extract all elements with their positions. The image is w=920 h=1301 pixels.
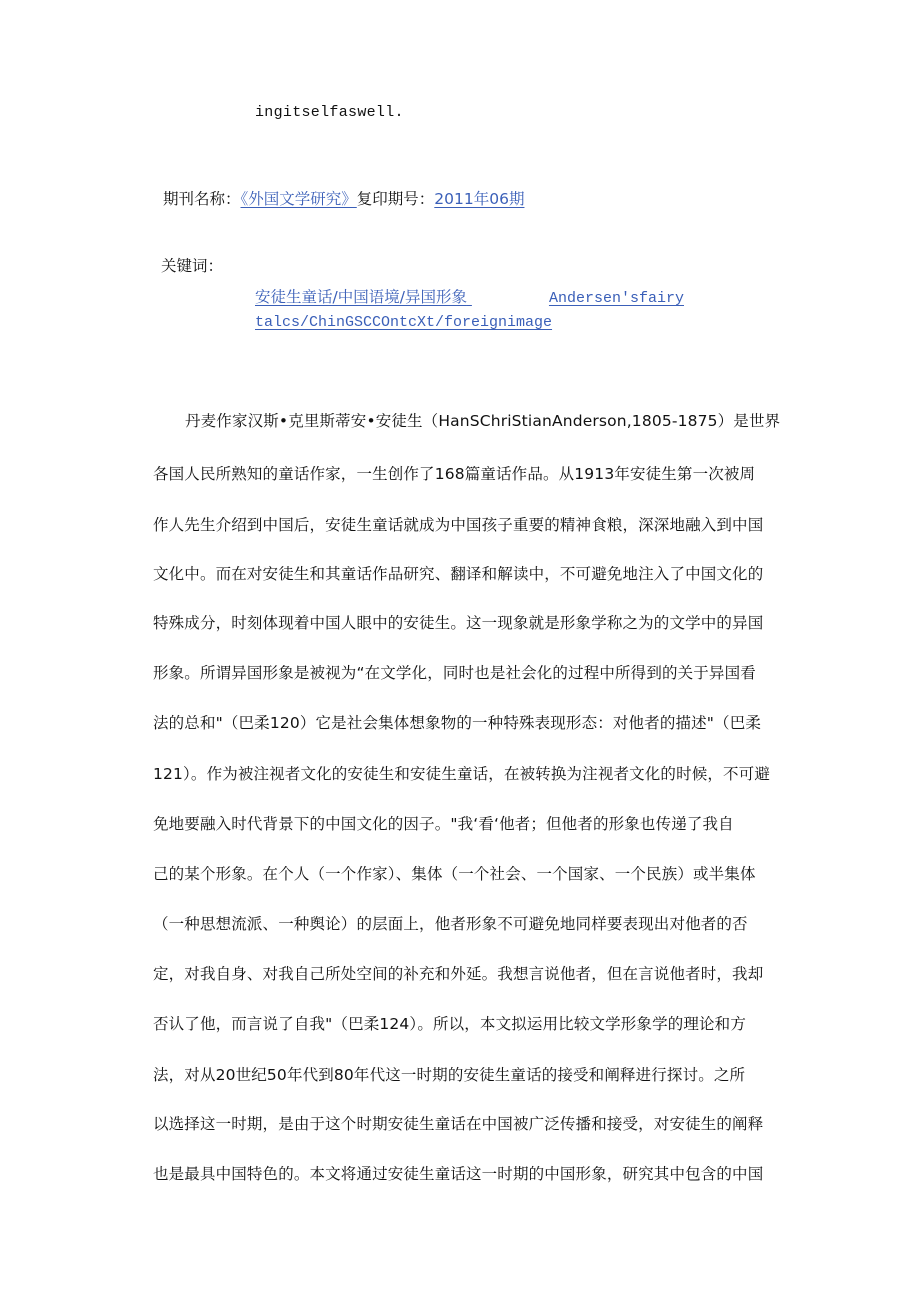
journal-info: [163, 187, 524, 209]
body-line: 各国人民所熟知的童话作家，一生创作了168篇童话作品。从1913年安徒生第一次被周: [153, 465, 756, 483]
journal-name-link[interactable]: 《外国文学研究》: [240, 190, 357, 208]
keywords-cn-link[interactable]: 安徒生童话/中国语境/异国形象: [255, 288, 467, 306]
keywords-line-2[interactable]: [255, 314, 552, 331]
body-line: （一种思想流派、一种舆论）的层面上，他者形象不可避免地同样要表现出对他者的否: [153, 915, 748, 933]
body-line: 以选择这一时期，是由于这个时期安徒生童话在中国被广泛传播和接受，对安徒生的阐释: [153, 1115, 764, 1133]
keywords-line-1[interactable]: [255, 285, 684, 307]
body-line: 121）。作为被注视者文化的安徒生和安徒生童话，在被转换为注视者文化的时候，不可避: [153, 765, 770, 783]
body-line: 作人先生介绍到中国后，安徒生童话就成为中国孩子重要的精神食粮，深深地融入到中国: [153, 516, 764, 534]
body-line: 否认了他，而言说了自我"（巴柔124）。所以，本文拟运用比较文学形象学的理论和方: [153, 1015, 746, 1033]
issue-label: 复印期号：: [356, 190, 435, 208]
body-line: 形象。所谓异国形象是被视为“在文学化，同时也是社会化的过程中所得到的关于异国看: [153, 664, 756, 682]
body-line: 文化中。而在对安徒生和其童话作品研究、翻译和解读中，不可避免地注入了中国文化的: [153, 565, 764, 583]
keywords-underline-gap: [467, 288, 549, 306]
body-line: 丹麦作家汉斯•克里斯蒂安•安徒生（HanSChriStianAnderson,1805-1875）是世界: [185, 412, 781, 430]
body-line: 己的某个形象。在个人（一个作家）、集体（一个社会、一个国家、一个民族）或半集体: [153, 865, 756, 883]
keywords-label: 关键词：: [161, 257, 224, 275]
keywords-en-link[interactable]: Andersen'sfairy: [548, 290, 684, 307]
issue-link[interactable]: 2011年06期: [434, 190, 525, 208]
body-line: 免地要融入时代背景下的中国文化的因子。"我‘看‘他者；但他者的形象也传递了我自: [153, 815, 734, 833]
abstract-tail: ingitselfaswell.: [255, 104, 404, 121]
body-line: 法的总和"（巴柔120）它是社会集体想象物的一种特殊表现形态：对他者的描述"（巴柔: [153, 714, 761, 732]
keywords-en-link-2[interactable]: talcs/ChinGSCCOntcXt/foreignimage: [255, 314, 553, 331]
body-line: 特殊成分，时刻体现着中国人眼中的安徒生。这一现象就是形象学称之为的文学中的异国: [153, 614, 764, 632]
body-line: 定，对我自身、对我自己所处空间的补充和外延。我想言说他者，但在言说他者时，我却: [153, 965, 764, 983]
body-line: 也是最具中国特色的。本文将通过安徒生童话这一时期的中国形象，研究其中包含的中国: [153, 1165, 764, 1183]
body-line: 法，对从20世纪50年代到80年代这一时期的安徒生童话的接受和阐释进行探讨。之所: [153, 1066, 746, 1084]
journal-label: 期刊名称：: [163, 190, 241, 208]
